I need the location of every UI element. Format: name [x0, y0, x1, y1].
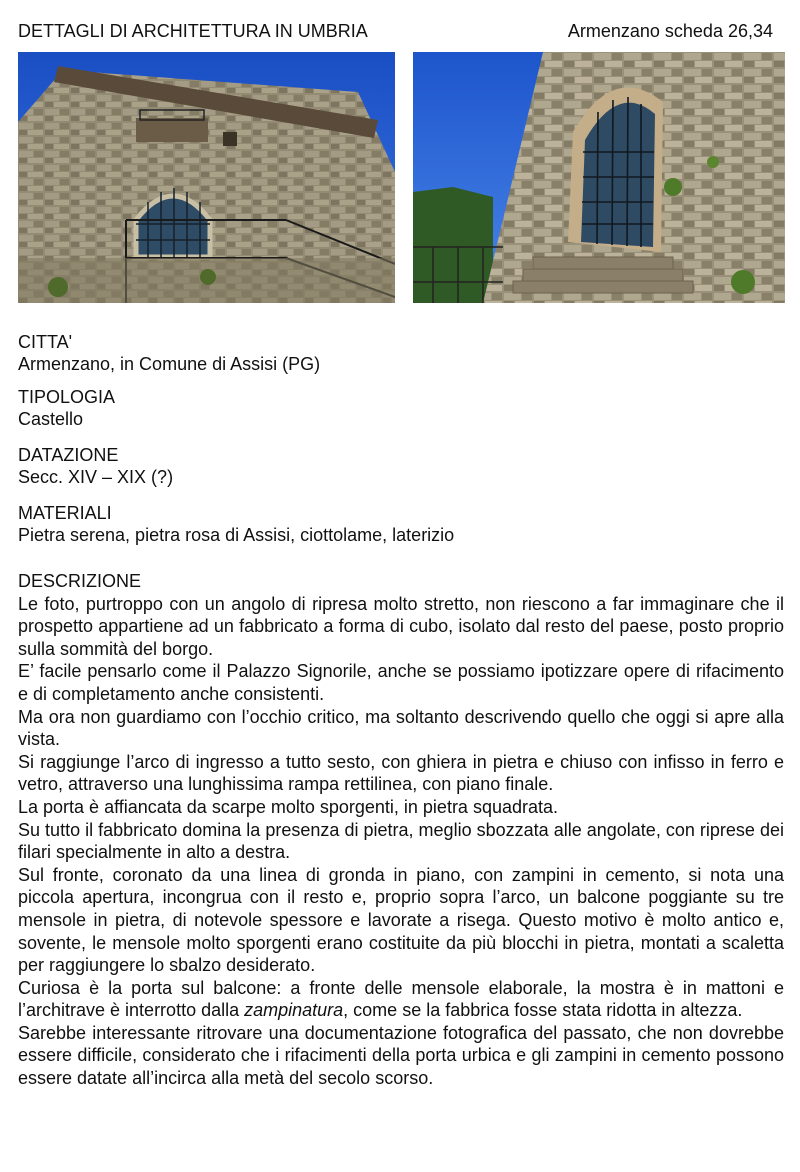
facade-photo	[18, 52, 395, 303]
document-title: DETTAGLI DI ARCHITETTURA IN UMBRIA	[18, 21, 368, 41]
italic-term: zampinatura	[244, 1000, 344, 1021]
description-paragraph: Su tutto il fabbricato domina la presenza di pietra, meglio sbozzata alle angolate, con riprese dei filari specialmente in alto a destra.	[18, 819, 784, 863]
description-section	[18, 570, 784, 1090]
field-value-datazione: Secc. XIV – XIX (?)	[18, 467, 174, 487]
description-title: DESCRIZIONE	[18, 571, 142, 591]
field-value-materiali: Pietra serena, pietra rosa di Assisi, ciottolame, laterizio	[18, 525, 455, 545]
field-value-citta: Armenzano, in Comune di Assisi (PG)	[18, 354, 321, 374]
page-header	[18, 21, 773, 45]
paragraph-text: , come se la fabbrica fosse stata ridotta in altezza.	[343, 1000, 743, 1021]
field-value-tipologia: Castello	[18, 409, 84, 429]
description-paragraph: E’ facile pensarlo come il Palazzo Signorile, anche se possiamo ipotizzare opere di rifacimento e di completamento anche consistenti.	[18, 661, 784, 704]
field-materiali	[18, 502, 782, 546]
field-label-citta: CITTA'	[18, 332, 73, 352]
description-paragraph: Ma ora non guardiamo con l’occhio critico, ma soltanto descrivendo quello che oggi si apre alla vista.	[18, 706, 784, 750]
description-paragraph: Sul fronte, coronato da una linea di gronda in piano, con zampini in cemento, si nota una piccola apertura, incongrua con il resto e, proprio sopra l’arco, un balcone poggiante su tre mensole in pietra, di notevole spessore e lavorate a risega. Questo motivo è molto antico e, sovente, le mensole molto sporgenti erano costituite da più blocchi in pietra, montati a scaletta per raggiungere lo sbalzo desiderato.	[18, 864, 784, 976]
arch-entrance-photo	[413, 52, 785, 303]
document-reference: Armenzano scheda 26,34	[567, 21, 773, 41]
description-paragraph	[18, 977, 784, 1022]
description-paragraph: La porta è affiancata da scarpe molto sporgenti, in pietra squadrata.	[18, 796, 559, 817]
field-tipologia	[18, 386, 782, 430]
description-paragraph: Si raggiunge l’arco di ingresso a tutto sesto, con ghiera in pietra e chiuso con infisso in ferro e vetro, attraverso una lunghissima rampa rettilinea, con piano finale.	[18, 751, 784, 795]
field-citta	[18, 331, 782, 375]
paragraph-text: Curiosa è la porta sul balcone: a fronte delle mensole elaborale, la mostra è in mattoni e l’architrave è interrotto dalla	[18, 977, 784, 1021]
field-label-datazione: DATAZIONE	[18, 445, 119, 465]
field-label-materiali: MATERIALI	[18, 503, 112, 523]
description-paragraph: Sarebbe interessante ritrovare una documentazione fotografica del passato, che non dovrebbe essere difficile, considerato che i rifacimenti della porta urbica e gli zampini in cemento possono essere datate all’incirca alla metà del secolo scorso.	[18, 1022, 784, 1089]
field-label-tipologia: TIPOLOGIA	[18, 387, 116, 407]
description-paragraph: Le foto, purtroppo con un angolo di ripresa molto stretto, non riescono a far immaginare che il prospetto appartiene ad un fabbricato a forma di cubo, isolato dal resto del paese, posto proprio sulla sommità del borgo.	[18, 593, 784, 659]
field-datazione	[18, 444, 782, 488]
